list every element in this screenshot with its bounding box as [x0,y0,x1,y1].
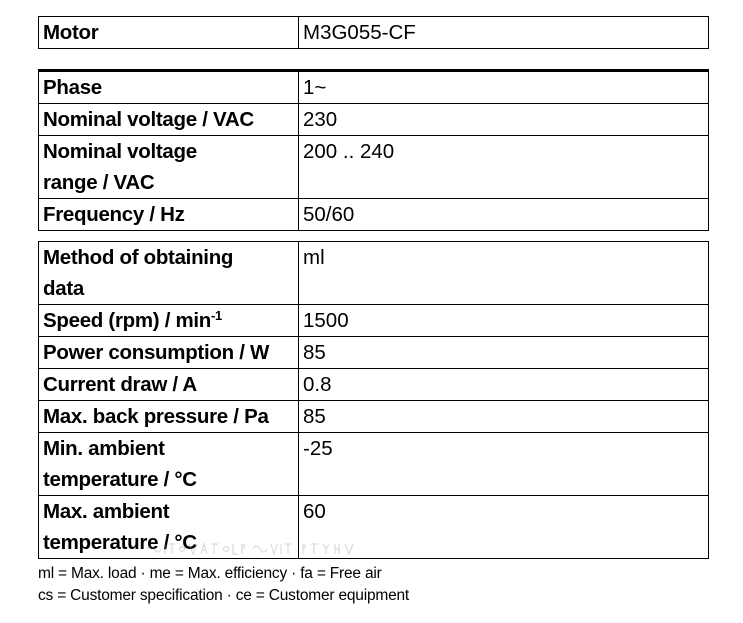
row-label-phase: Phase [39,71,299,104]
row-label-back-pressure: Max. back pressure / Pa [39,401,299,433]
table-row [39,369,709,401]
row-label-current: Current draw / A [39,369,299,401]
row-value-power: 85 [299,337,709,369]
table-row [39,401,709,433]
label-line: Nominal voltage [43,140,197,163]
label-line: temperature / °C [43,531,197,554]
table-row [39,71,709,104]
row-value-current: 0.8 [299,369,709,401]
label-line: Max. ambient [43,500,170,523]
row-label-speed [39,305,299,337]
row-value-min-ambient: -25 [299,433,709,496]
electrical-table [38,69,709,231]
label-line: Method of obtaining [43,246,234,269]
row-value-method: ml [299,242,709,305]
footnote-line: cs = Customer specification · ce = Customer equipment [38,587,410,604]
table-row [39,433,709,496]
table-row [39,337,709,369]
table-row [39,199,709,231]
performance-table [38,241,709,559]
row-label-motor: Motor [39,17,299,49]
row-value-back-pressure: 85 [299,401,709,433]
row-label-method [39,242,299,305]
row-value-voltage-range: 200 .. 240 [299,136,709,199]
row-label-voltage-range [39,136,299,199]
table-row [39,17,709,49]
label-superscript: -1 [211,308,222,323]
row-value-phase: 1~ [299,71,709,104]
row-value-motor: M3G055-CF [299,17,709,49]
row-value-speed: 1500 [299,305,709,337]
label-line: temperature / °C [43,468,197,491]
footnotes [38,563,409,607]
table-row [39,305,709,337]
row-label-frequency: Frequency / Hz [39,199,299,231]
table-row [39,496,709,559]
row-label-nominal-voltage: Nominal voltage / VAC [39,104,299,136]
footnote-line: ml = Max. load · me = Max. efficiency · fa = Free air [38,565,382,582]
row-value-nominal-voltage: 230 [299,104,709,136]
label-line: range / VAC [43,171,155,194]
label-text: Speed (rpm) / min [43,309,212,332]
watermark [143,535,358,561]
row-value-max-ambient: 60 [299,496,709,559]
table-row [39,136,709,199]
row-value-frequency: 50/60 [299,199,709,231]
table-row [39,104,709,136]
table-row [39,242,709,305]
row-label-min-ambient [39,433,299,496]
motor-table [38,16,709,49]
label-line: Min. ambient [43,437,165,460]
row-label-power: Power consumption / W [39,337,299,369]
label-line: data [43,277,84,300]
